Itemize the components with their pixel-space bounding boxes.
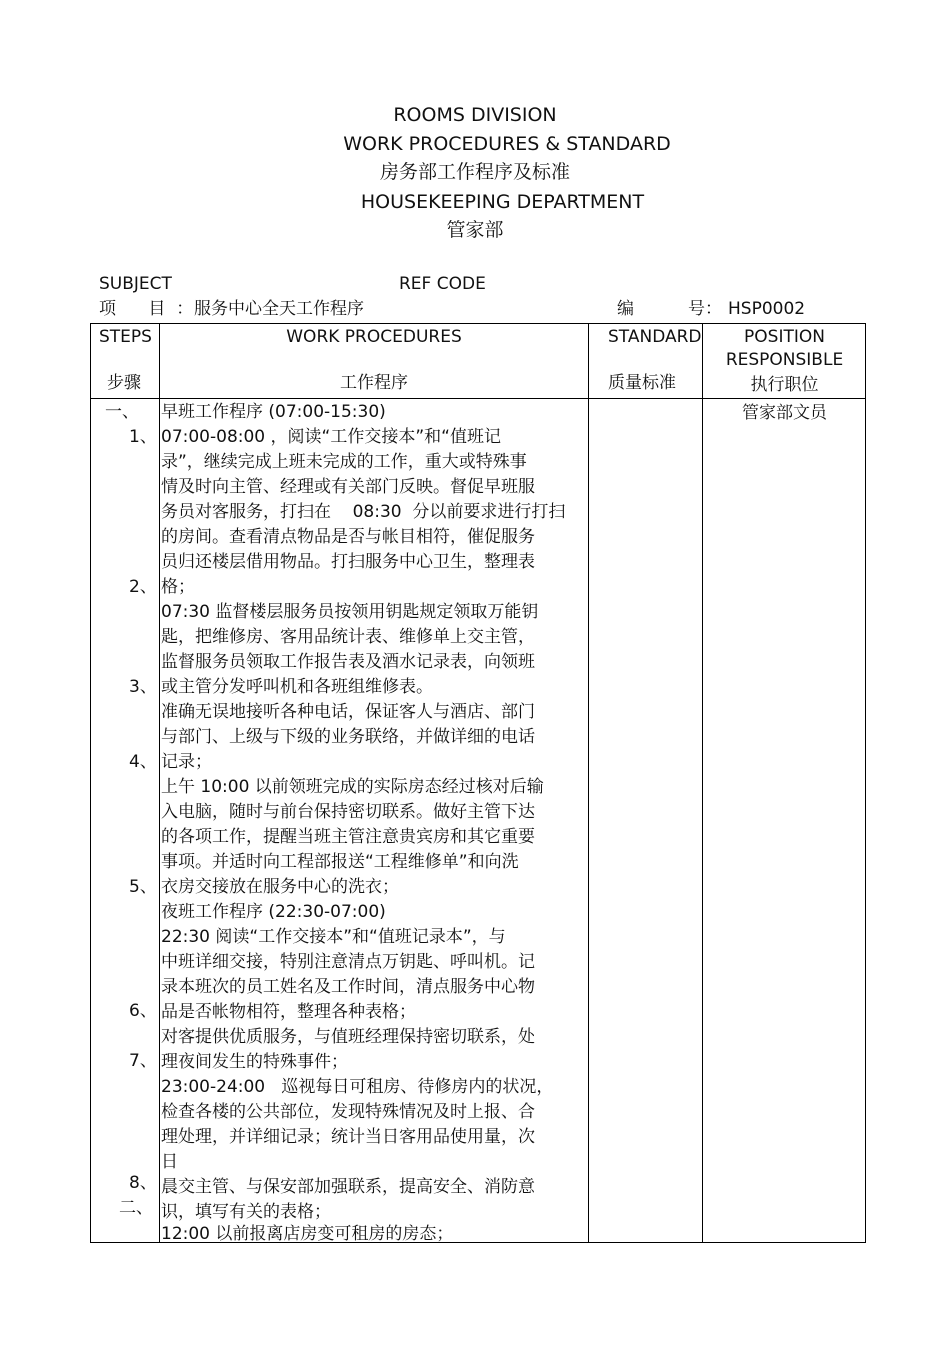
col-divider <box>588 324 589 1242</box>
step-number: 一、 <box>105 402 139 422</box>
header-steps-cn: 步骤 <box>107 373 141 393</box>
col-divider <box>702 324 703 1242</box>
title-chinese-department: 管家部 <box>446 219 504 241</box>
step-number: 二、 <box>119 1198 153 1218</box>
procedure-line: 录本班次的员工姓名及工作时间，清点服务中心物 <box>161 977 535 997</box>
procedures-table <box>90 323 866 1243</box>
procedure-line: 07:30 监督楼层服务员按领用钥匙规定领取万能钥 <box>161 602 539 622</box>
project-label: 项 目 ： <box>99 299 194 319</box>
title-rooms-division: ROOMS DIVISION <box>393 104 557 126</box>
procedure-line: 品是否帐物相符，整理各种表格； <box>161 1002 416 1022</box>
procedure-line: 23:00-24:00 巡视每日可租房、待修房内的状况， <box>161 1077 554 1097</box>
step-number: 6、 <box>129 1001 157 1021</box>
procedure-line: 记录； <box>161 752 212 772</box>
procedure-line: 检查各楼的公共部位，发现特殊情况及时上报、合 <box>161 1102 535 1122</box>
subject-label: SUBJECT <box>99 274 172 294</box>
procedure-line: 匙，把维修房、客用品统计表、维修单上交主管， <box>161 627 535 647</box>
position-value: 管家部文员 <box>742 403 827 423</box>
procedure-line: 对客提供优质服务，与值班经理保持密切联系，处 <box>161 1027 535 1047</box>
procedure-line: 晨交主管、与保安部加强联系，提高安全、消防意 <box>161 1177 535 1197</box>
procedure-line: 理处理，并详细记录；统计当日客用品使用量，次 <box>161 1127 535 1147</box>
header-work-procedures-cn: 工作程序 <box>340 373 408 393</box>
number-value: HSP0002 <box>728 299 806 319</box>
procedure-line: 准确无误地接听各种电话，保证客人与酒店、部门 <box>161 702 535 722</box>
procedure-line: 情及时向主管、经理或有关部门反映。督促早班服 <box>161 477 535 497</box>
procedure-line: 监督服务员领取工作报告表及酒水记录表，向领班 <box>161 652 535 672</box>
procedure-line: 事项。并适时向工程部报送“工程维修单”和向洗 <box>161 852 519 872</box>
procedure-line: 早班工作程序 (07:00-15:30) <box>161 402 386 422</box>
step-number: 1、 <box>129 427 157 447</box>
col-divider <box>159 324 160 1242</box>
number-label: 编 号： <box>617 299 723 319</box>
procedure-line: 12:00 以前报离店房变可租房的房态； <box>161 1224 454 1244</box>
procedure-line: 或主管分发呼叫机和各班组维修表。 <box>161 677 433 697</box>
procedure-line: 的各项工作，提醒当班主管注意贵宾房和其它重要 <box>161 827 535 847</box>
title-chinese-rooms: 房务部工作程序及标准 <box>379 161 570 183</box>
procedure-line: 录”，继续完成上班未完成的工作，重大或特殊事 <box>161 452 527 472</box>
header-standard: STANDARD <box>608 327 702 347</box>
header-responsible: RESPONSIBLE <box>725 350 844 370</box>
title-housekeeping: HOUSEKEEPING DEPARTMENT <box>360 191 645 213</box>
header-steps: STEPS <box>99 327 152 347</box>
procedure-line: 格； <box>161 577 195 597</box>
step-number: 7、 <box>129 1051 157 1071</box>
step-number: 2、 <box>129 577 157 597</box>
procedure-line: 衣房交接放在服务中心的洗衣； <box>161 877 399 897</box>
procedure-line: 与部门、上级与下级的业务联络，并做详细的电话 <box>161 727 535 747</box>
step-number: 5、 <box>129 877 157 897</box>
header-divider <box>91 398 865 399</box>
procedure-line: 的房间。查看清点物品是否与帐目相符，催促服务 <box>161 527 535 547</box>
procedure-line: 夜班工作程序 (22:30-07:00) <box>161 902 386 922</box>
header-standard-cn: 质量标准 <box>608 373 676 393</box>
procedure-line: 22:30 阅读“工作交接本”和“值班记录本”，与 <box>161 927 506 947</box>
header-work-procedures: WORK PROCEDURES <box>286 327 462 347</box>
procedure-line: 理夜间发生的特殊事件； <box>161 1052 348 1072</box>
procedure-line: 务员对客服务，打扫在 08:30 分以前要求进行打扫 <box>161 502 566 522</box>
procedure-line: 识，填写有关的表格； <box>161 1202 331 1222</box>
project-value: 服务中心全天工作程序 <box>194 299 364 319</box>
header-position-cn: 执行职位 <box>750 375 819 395</box>
procedure-line: 日 <box>161 1152 178 1172</box>
step-number: 3、 <box>129 677 157 697</box>
procedure-line: 员归还楼层借用物品。打扫服务中心卫生，整理表 <box>161 552 535 572</box>
title-work-procedures: WORK PROCEDURES & STANDARD <box>343 133 671 155</box>
step-number: 4、 <box>129 752 157 772</box>
step-number: 8、 <box>129 1173 157 1193</box>
procedure-line: 入电脑，随时与前台保持密切联系。做好主管下达 <box>161 802 535 822</box>
procedure-line: 中班详细交接，特别注意清点万钥匙、呼叫机。记 <box>161 952 535 972</box>
procedure-line: 上午 10:00 以前领班完成的实际房态经过核对后输 <box>161 777 544 797</box>
ref-code-label: REF CODE <box>399 274 486 294</box>
procedure-line: 07:00-08:00 ，阅读“工作交接本”和“值班记 <box>161 427 501 447</box>
header-position: POSITION <box>744 327 825 347</box>
